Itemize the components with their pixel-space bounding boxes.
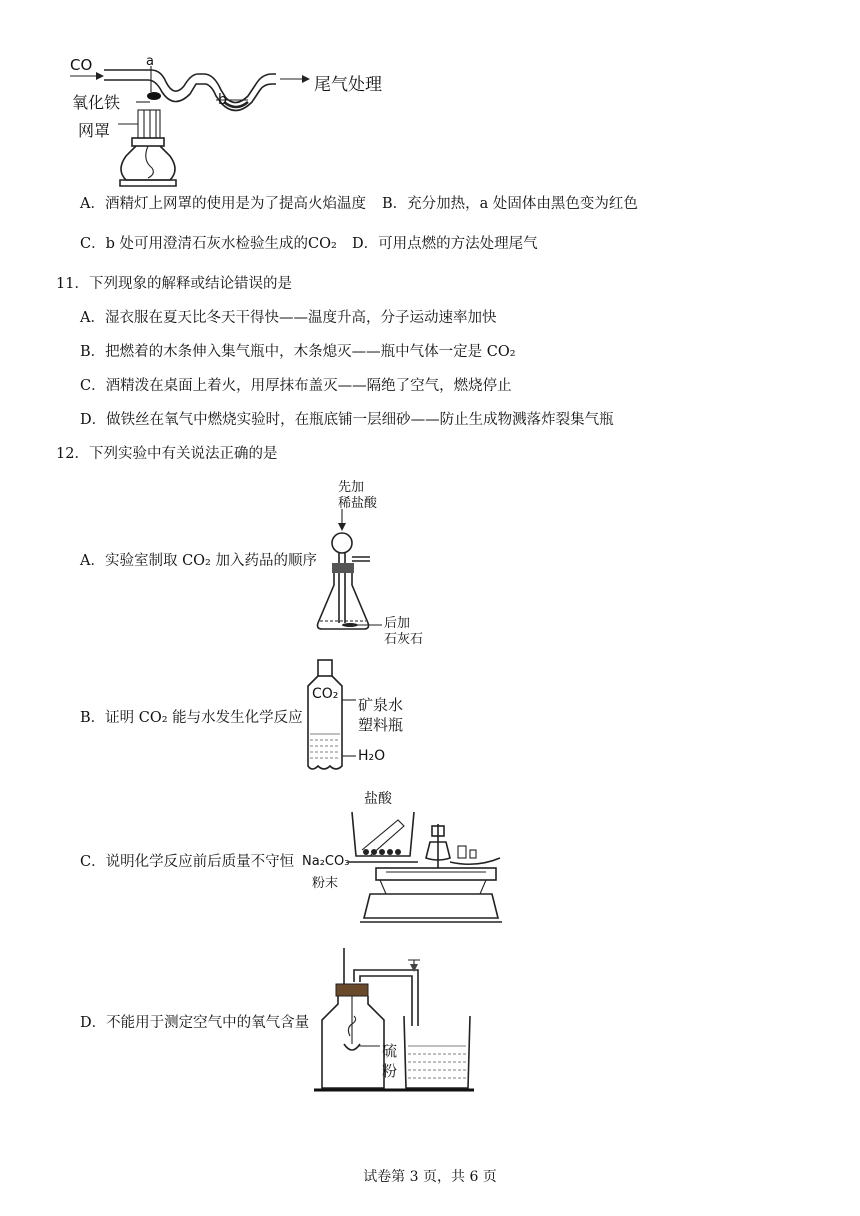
later-add-limestone-label: 石灰石 (384, 632, 424, 647)
q11-option-a: A．湿衣服在夏天比冬天干得快——温度升高，分子运动速率加快 (80, 310, 497, 326)
q10-option-c (80, 234, 337, 254)
co-label: CO (70, 56, 93, 74)
q11-stem: 11．下列现象的解释或结论错误的是 (56, 276, 292, 292)
page-footer: 试卷第 3 页，共 6 页 (363, 1169, 497, 1185)
q12-option-d: D．不能用于测定空气中的氧气含量 (80, 1015, 310, 1031)
co2-in-bottle-label: CO₂ (312, 686, 339, 702)
q10-option-b: B．充分加热，a 处固体由黑色变为红色 (382, 196, 638, 212)
point-a-label: a (146, 54, 154, 69)
q12-stem: 12．下列实验中有关说法正确的是 (56, 446, 278, 462)
tail-gas-label: 尾气处理 (314, 75, 382, 95)
first-add-label: 先加 (338, 480, 365, 495)
q10-option-c-formula: CO₂ (307, 236, 337, 252)
powder-label: 粉末 (312, 876, 339, 891)
water-label: H₂O (358, 748, 386, 764)
q12-option-a: A．实验室制取 CO₂ 加入药品的顺序 (80, 553, 317, 569)
sulfur-label-1: 硫 (382, 1042, 398, 1060)
hydrochloric-acid-label: 盐酸 (364, 791, 392, 807)
point-b-label: b (218, 92, 227, 108)
co2-generator-flask (300, 505, 420, 645)
bottle-label-2: 塑料瓶 (358, 716, 404, 734)
later-add-label: 后加 (384, 616, 411, 631)
q11-option-b: B．把燃着的木条伸入集气瓶中，木条熄灭——瓶中气体一定是 CO₂ (80, 344, 516, 360)
sulfur-combustion-apparatus (314, 946, 494, 1096)
sodium-carbonate-label: Na₂CO₃ (302, 854, 350, 869)
iron-oxide-label: 氧化铁 (72, 93, 121, 112)
q12-option-c: C．说明化学反应前后质量不守恒 (80, 854, 295, 870)
net-hood-label: 网罩 (78, 121, 111, 140)
q11-option-c: C．酒精泼在桌面上着火，用厚抹布盖灭——隔绝了空气，燃烧停止 (80, 378, 512, 394)
first-add-acid-label: 稀盐酸 (338, 496, 378, 511)
q11-option-d: D．做铁丝在氧气中燃烧实验时，在瓶底铺一层细砂——防止生成物溅落炸裂集气瓶 (80, 412, 614, 428)
q10-option-a: A．酒精灯上网罩的使用是为了提高火焰温度 (80, 196, 366, 212)
sulfur-label-2: 粉 (382, 1062, 398, 1080)
q10-option-d: D．可用点燃的方法处理尾气 (352, 236, 538, 252)
q12-option-b: B．证明 CO₂ 能与水发生化学反应 (80, 710, 303, 726)
bottle-label-1: 矿泉水 (358, 696, 404, 714)
balance-apparatus (346, 806, 506, 936)
q10-option-c-text: C．b 处可用澄清石灰水检验生成的 (80, 236, 308, 252)
